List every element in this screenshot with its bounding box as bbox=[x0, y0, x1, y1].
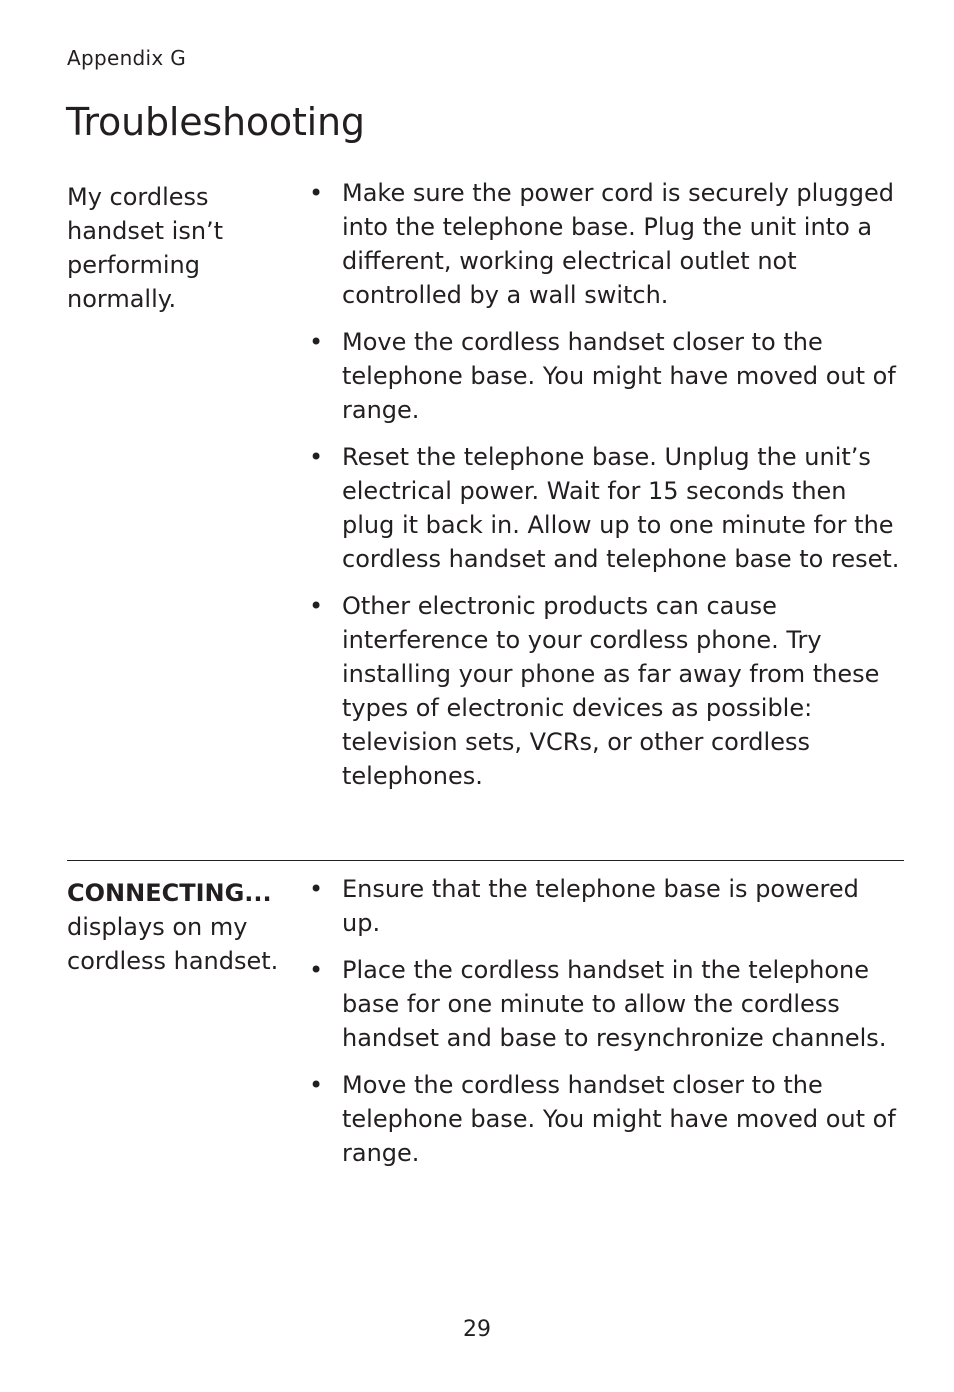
solution-text: Ensure that the telephone base is powered up. bbox=[342, 875, 859, 937]
solution-item bbox=[307, 589, 904, 793]
solution-list bbox=[307, 872, 904, 1183]
solution-list bbox=[307, 176, 904, 806]
solution-item bbox=[307, 440, 904, 576]
page-number: 29 bbox=[463, 1317, 491, 1342]
solution-text: Reset the telephone base. Unplug the unit’s electrical power. Wait for 15 seconds then plug it back in. Allow up to one minute for the cordless handset and telephone base to reset. bbox=[342, 443, 900, 573]
running-head: Appendix G bbox=[67, 46, 186, 70]
solution-item bbox=[307, 176, 904, 312]
bullet-icon: • bbox=[309, 443, 324, 471]
solution-item bbox=[307, 1068, 904, 1170]
solution-item bbox=[307, 872, 904, 940]
solution-text: Move the cordless handset closer to the telephone base. You might have moved out of range. bbox=[342, 1071, 896, 1167]
solution-text: Move the cordless handset closer to the telephone base. You might have moved out of range. bbox=[342, 328, 896, 424]
problem-description bbox=[67, 876, 303, 978]
bullet-icon: • bbox=[309, 179, 324, 207]
page-title: Troubleshooting bbox=[66, 100, 365, 144]
problem-text: My cordless handset isn’t performing normally. bbox=[67, 183, 224, 313]
problem-text: displays on my cordless handset. bbox=[67, 913, 279, 975]
bullet-icon: • bbox=[309, 956, 324, 984]
bullet-icon: • bbox=[309, 875, 324, 903]
solution-text: Place the cordless handset in the telephone base for one minute to allow the cordless handset and base to resynchronize channels. bbox=[342, 956, 887, 1052]
solution-text: Make sure the power cord is securely plugged into the telephone base. Plug the unit into a different, working electrical outlet not controlled by a wall switch. bbox=[342, 179, 894, 309]
section-divider bbox=[67, 860, 904, 861]
bullet-icon: • bbox=[309, 592, 324, 620]
bullet-icon: • bbox=[309, 328, 324, 356]
solution-text: Other electronic products can cause interference to your cordless phone. Try installing your phone as far away from these types of electronic devices as possible: television sets, VCRs, or other cordless telephones. bbox=[342, 592, 880, 790]
solution-item bbox=[307, 953, 904, 1055]
problem-display-message: CONNECTING... bbox=[67, 879, 272, 907]
bullet-icon: • bbox=[309, 1071, 324, 1099]
solution-item bbox=[307, 325, 904, 427]
problem-description bbox=[67, 180, 303, 316]
